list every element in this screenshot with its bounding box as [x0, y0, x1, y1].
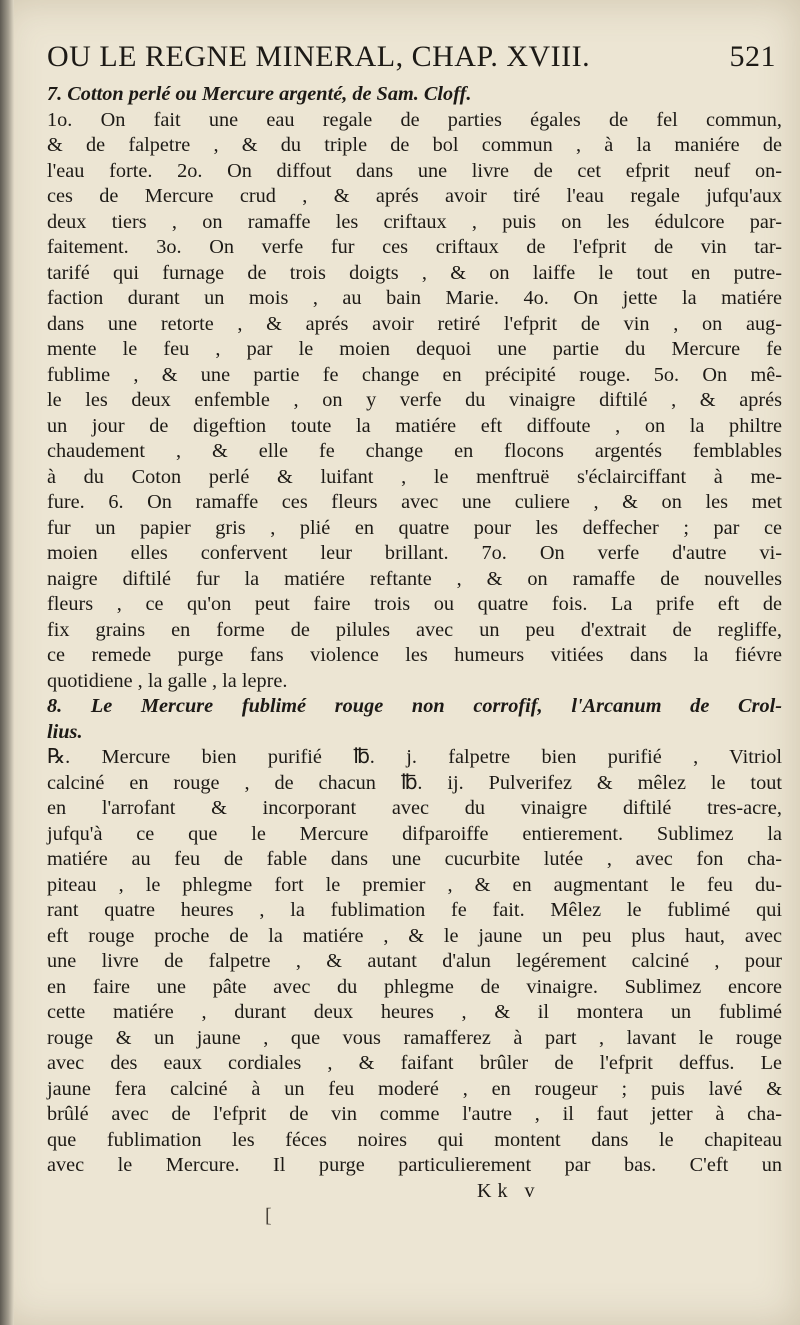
text-line: tarifé qui furnage de trois doigts , & on laiffe le tout en putre-	[47, 261, 782, 284]
signature-mark: Kk v	[477, 1179, 541, 1202]
page-number: 521	[729, 40, 776, 73]
text-line: jaune fera calciné à un feu moderé , en rougeur ; puis lavé &	[47, 1077, 782, 1100]
text-line: avec le Mercure. Il purge particulierement par bas. C'eft un	[47, 1154, 782, 1176]
text-line: deux tiers , on ramaffe les criftaux , puis on les édulcore par-	[47, 210, 782, 233]
text-line: dans une retorte , & aprés avoir retiré l'efprit de vin , on aug-	[47, 312, 782, 335]
text-line: cette matiére , durant deux heures , & il montera un fublimé	[47, 1001, 782, 1023]
text-line: l'eau forte. 2o. On diffout dans une livre de cet efprit neuf on-	[47, 159, 782, 182]
text-line: avec des eaux cordiales , & faifant brûler de l'efprit deffus. Le	[47, 1052, 782, 1074]
text-line: que fublimation les féces noires qui montent dans le chapiteau	[47, 1128, 782, 1151]
text-line: le les deux enfemble , on y verfe du vinaigre diftilé , & aprés	[47, 389, 782, 411]
text-line: faction durant un mois , au bain Marie. 4o. On jette la matiére	[47, 287, 782, 309]
text-line: brûlé avec de l'efprit de vin comme l'autre , il faut jetter à cha-	[47, 1103, 782, 1125]
page-body	[47, 82, 782, 1179]
text-line: naigre diftilé fur la matiére reftante , & on ramaffe de nouvelles	[47, 567, 782, 590]
bottom-mark: [	[265, 1205, 272, 1227]
text-line: en faire une pâte avec du phlegme de vinaigre. Sublimez encore	[47, 975, 782, 998]
text-line: à du Coton perlé & luifant , le menftruë s'éclairciffant à me-	[47, 465, 782, 488]
text-line: fublime , & une partie fe change en précipité rouge. 5o. On mê-	[47, 363, 782, 386]
text-line: eft rouge proche de la matiére , & le jaune un peu plus haut, avec	[47, 924, 782, 947]
text-line: & de falpetre , & du triple de bol commun , à la maniére de	[47, 134, 782, 156]
text-line: un jour de digeftion toute la matiére eft diffoute , on la philtre	[47, 414, 782, 437]
text-line: matiére au feu de fable dans une cucurbite lutée , avec fon cha-	[47, 848, 782, 870]
text-line: fur un papier gris , plié en quatre pour les deffecher ; par ce	[47, 516, 782, 539]
text-line: lius.	[47, 720, 83, 743]
text-line: rant quatre heures , la fublimation fe fait. Mêlez le fublimé qui	[47, 899, 782, 921]
text-line: rouge & un jaune , que vous ramafferez à part , lavant le rouge	[47, 1026, 782, 1049]
text-line: chaudement , & elle fe change en flocons argentés femblables	[47, 440, 782, 462]
text-line: fix grains en forme de pilules avec un peu d'extrait de regliffe,	[47, 618, 782, 641]
running-title: OU LE REGNE MINERAL, CHAP. XVIII.	[47, 40, 591, 73]
text-line: mente le feu , par le moien dequoi une partie du Mercure fe	[47, 338, 782, 360]
running-header	[47, 40, 782, 76]
page-gutter	[0, 0, 14, 1325]
text-line: quotidiene , la galle , la lepre.	[47, 669, 288, 692]
text-line: ce remede purge fans violence les humeurs vitiées dans la fiévre	[47, 644, 782, 666]
text-line: en l'arrofant & incorporant avec du vinaigre diftilé tres-acre,	[47, 797, 782, 819]
text-line: 8. Le Mercure fublimé rouge non corrofif, l'Arcanum de Crol-	[47, 695, 782, 717]
text-line: fleurs , ce qu'on peut faire trois ou quatre fois. La prife eft de	[47, 593, 782, 615]
text-line: une livre de falpetre , & autant d'alun legérement calciné , pour	[47, 950, 782, 972]
text-line: calciné en rouge , de chacun ℔. ij. Pulverifez & mêlez le tout	[47, 771, 782, 794]
text-line: fure. 6. On ramaffe ces fleurs avec une culiere , & on les met	[47, 491, 782, 513]
text-line: ces de Mercure crud , & aprés avoir tiré l'eau regale jufqu'aux	[47, 185, 782, 207]
text-line: ℞. Mercure bien purifié ℔. j. falpetre bien purifié , Vitriol	[47, 746, 782, 768]
text-line: moien elles confervent leur brillant. 7o. On verfe d'autre vi-	[47, 542, 782, 564]
text-line: 1o. On fait une eau regale de parties égales de fel commun,	[47, 108, 782, 131]
text-line: 7. Cotton perlé ou Mercure argenté, de Sam. Cloff.	[47, 83, 472, 105]
text-line: piteau , le phlegme fort le premier , & en augmentant le feu du-	[47, 873, 782, 896]
text-line: jufqu'à ce que le Mercure difparoiffe entierement. Sublimez la	[47, 822, 782, 845]
page-content	[47, 40, 782, 1204]
text-line: faitement. 3o. On verfe fur ces criftaux de l'efprit de vin tar-	[47, 236, 782, 258]
